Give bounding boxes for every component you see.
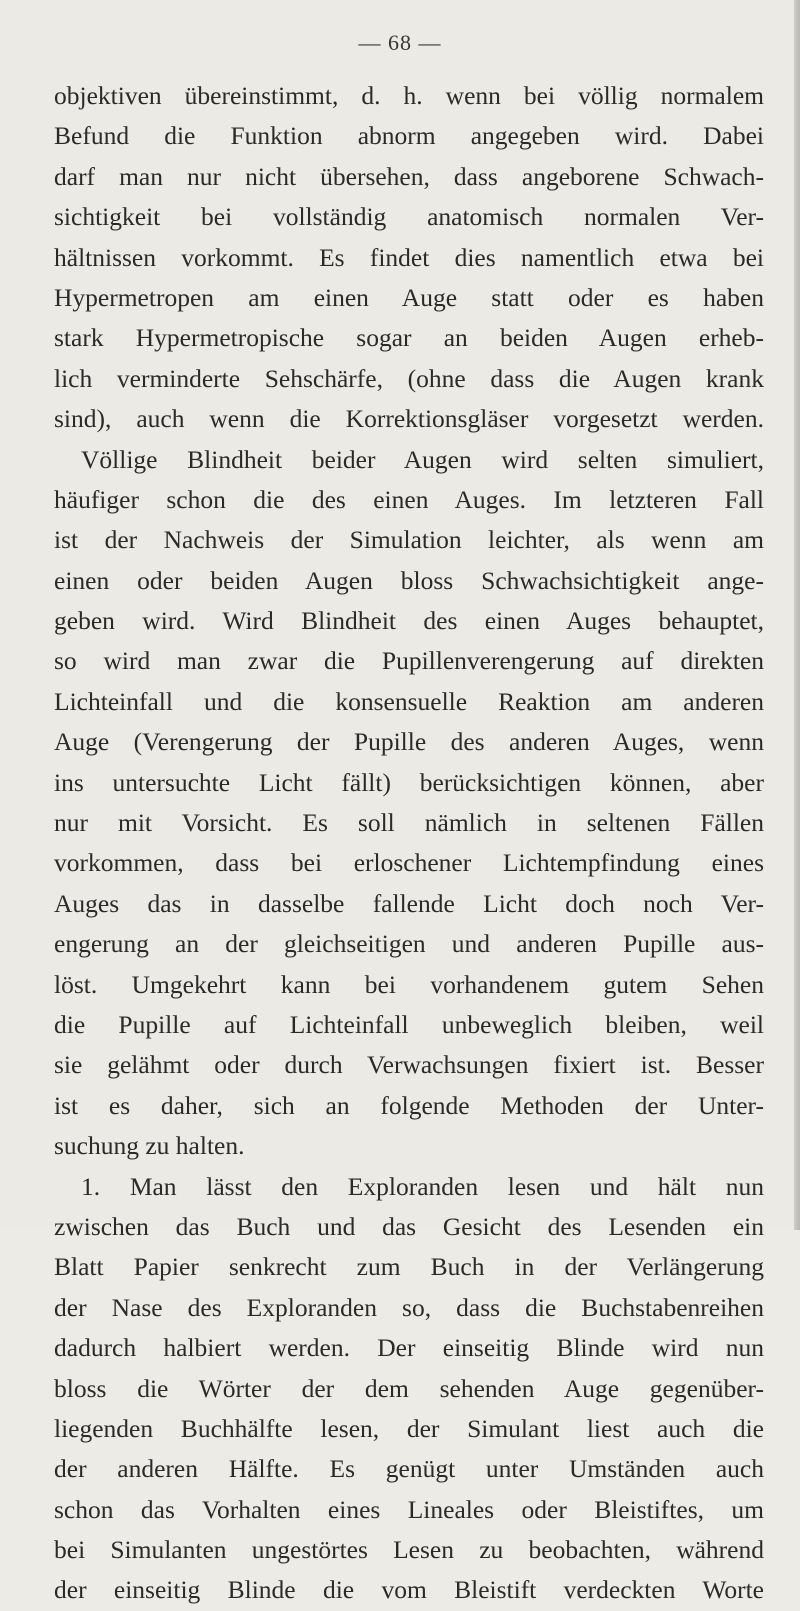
text-line: vorkommen, dass bei erloschener Lichtempfindung eines <box>54 848 764 878</box>
text-line: die Pupille auf Lichteinfall unbeweglich bleiben, weil <box>54 1009 764 1039</box>
text-line: ist der Nachweis der Simulation leichter, als wenn am <box>54 525 764 555</box>
text-line: geben wird. Wird Blindheit des einen Auges behauptet, <box>54 606 764 636</box>
text-line: schon das Vorhalten eines Lineales oder Bleistiftes, um <box>54 1494 764 1524</box>
text-line: bloss die Wörter der dem sehenden Auge gegenüber- <box>54 1373 764 1403</box>
page-number: — 68 — <box>358 30 442 55</box>
page-edge-shadow <box>794 0 800 1230</box>
text-line: Befund die Funktion abnorm angegeben wird. Dabei <box>54 121 764 151</box>
text-line: 1. Man lässt den Exploranden lesen und hält nun <box>81 1171 764 1201</box>
text-line: sichtigkeit bei vollständig anatomisch normalen Ver- <box>54 202 764 232</box>
text-line: Hypermetropen am einen Auge statt oder es haben <box>54 282 764 312</box>
text-line: bei Simulanten ungestörtes Lesen zu beobachten, während <box>54 1535 764 1565</box>
text-line: ist es daher, sich an folgende Methoden der Unter- <box>54 1090 764 1120</box>
text-line: häufiger schon die des einen Auges. Im letzteren Fall <box>54 484 764 514</box>
text-line: stark Hypermetropische sogar an beiden Augen erheb- <box>54 323 764 353</box>
text-line: Blatt Papier senkrecht zum Buch in der Verlängerung <box>54 1252 764 1282</box>
text-line: engerung an der gleichseitigen und anderen Pupille aus- <box>54 929 764 959</box>
text-line: nur mit Vorsicht. Es soll nämlich in seltenen Fällen <box>54 808 764 838</box>
text-line: hältnissen vorkommt. Es findet dies namentlich etwa bei <box>54 242 764 272</box>
text-line: sind), auch wenn die Korrektionsgläser vorgesetzt werden. <box>54 404 764 434</box>
text-line: lich verminderte Sehschärfe, (ohne dass die Augen krank <box>54 363 764 393</box>
text-line: Auges das in dasselbe fallende Licht doch noch Ver- <box>54 888 764 918</box>
text-line: löst. Umgekehrt kann bei vorhandenem gutem Sehen <box>54 969 764 999</box>
text-line: zwischen das Buch und das Gesicht des Lesenden ein <box>54 1211 764 1241</box>
text-line: einen oder beiden Augen bloss Schwachsichtigkeit ange- <box>54 565 764 595</box>
text-line: der Nase des Exploranden so, dass die Buchstabenreihen <box>54 1292 764 1322</box>
body-text <box>54 76 764 1611</box>
text-line: darf man nur nicht übersehen, dass angeborene Schwach- <box>54 161 764 191</box>
text-line: Völlige Blindheit beider Augen wird selten simuliert, <box>81 444 764 474</box>
text-line: Auge (Verengerung der Pupille des anderen Auges, wenn <box>54 727 764 757</box>
text-line: dadurch halbiert werden. Der einseitig Blinde wird nun <box>54 1333 764 1363</box>
text-line: der anderen Hälfte. Es genügt unter Umständen auch <box>54 1454 764 1484</box>
text-line: suchung zu halten. <box>54 1131 245 1161</box>
text-line: der einseitig Blinde die vom Bleistift verdeckten Worte <box>54 1575 764 1605</box>
text-line: sie gelähmt oder durch Verwachsungen fixiert ist. Besser <box>54 1050 764 1080</box>
text-line: Lichteinfall und die konsensuelle Reaktion am anderen <box>54 686 764 716</box>
text-line: so wird man zwar die Pupillenverengerung auf direkten <box>54 646 764 676</box>
text-line: liegenden Buchhälfte lesen, der Simulant liest auch die <box>54 1413 764 1443</box>
text-line: objektiven übereinstimmt, d. h. wenn bei völlig normalem <box>54 81 764 110</box>
text-line: ins untersuchte Licht fällt) berücksichtigen können, aber <box>54 767 764 797</box>
